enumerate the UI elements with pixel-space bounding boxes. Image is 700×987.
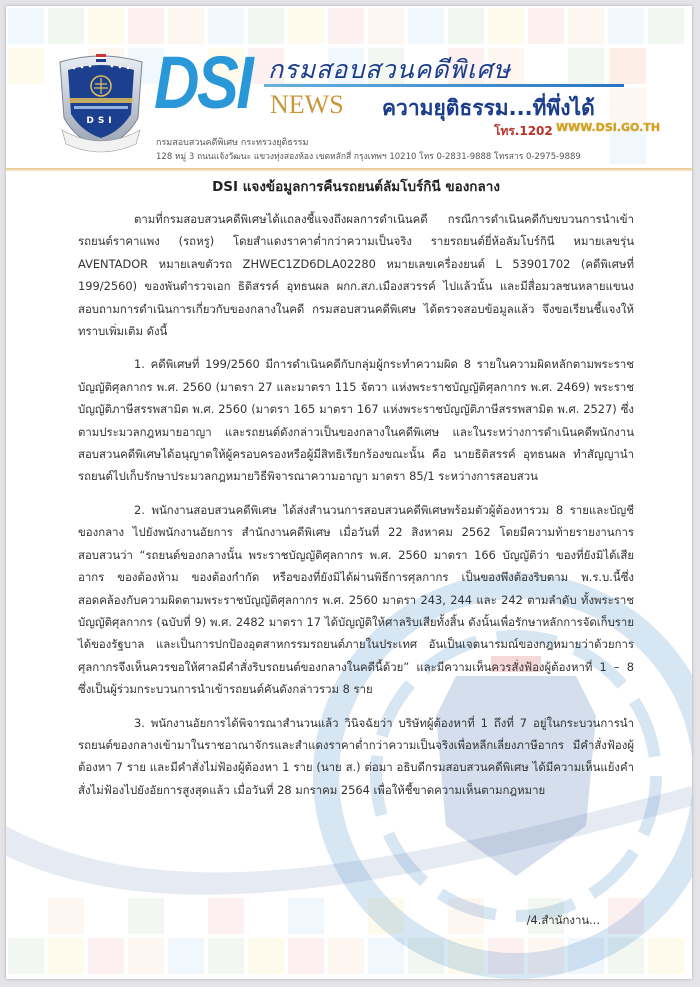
organization-title: กรมสอบสวนคดีพิเศษ	[268, 55, 511, 84]
title-underline	[264, 84, 624, 87]
contact-address: 128 หมู่ 3 ถนนแจ้งวัฒนะ แขวงทุ่งสองห้อง เขตหลักสี่ กรุงเทพฯ 10210 โทร 0-2831-9888 โทรสาร 0-2975-9889	[156, 152, 581, 162]
continued-marker: /4.สำนักงาน...	[526, 913, 600, 927]
slogan: ความยุติธรรม...ที่พึ่งได้	[382, 96, 595, 120]
website-address: WWW.DSI.GO.TH	[556, 121, 661, 134]
background-tile	[168, 938, 204, 974]
brand-wordmark: DSI	[154, 41, 252, 124]
ministry-line: กรมสอบสวนคดีพิเศษ กระทรวงยุติธรรม	[156, 138, 309, 148]
svg-text:DSI: DSI	[86, 116, 116, 126]
letterhead-divider	[6, 168, 692, 171]
press-release-page	[6, 6, 692, 979]
letterhead	[6, 6, 692, 166]
document-body	[78, 174, 634, 801]
background-tile	[128, 938, 164, 974]
point-3-paragraph: 3. พนักงานอัยการได้พิจารณาสำนวนแล้ว วินิจฉัยว่า บริษัทผู้ต้องหาที่ 1 ถึงที่ 7 อยู่ในกระบวนการนำรถยนต์ของกลางเข้ามาในราชอาณาจักรและสำแดงราคาต่ำกว่าความเป็นจริงเพื่อหลีกเลี่ยงภาษีอากร มีคำสั่งฟ้องผู้ต้องหา 7 ราย และมีคำสั่งไม่ฟ้องผู้ต้องหา 1 ราย (นาย ส.) ต่อมา อธิบดีกรมสอบสวนคดีพิเศษ ได้มีความเห็นแย้งคำสั่งไม่ฟ้องไปยังอัยการสูงสุดแล้ว เมื่อวันที่ 28 มกราคม 2564 เพื่อให้ชี้ขาดความเห็นตามกฎหมาย	[78, 715, 634, 797]
background-tile	[48, 938, 84, 974]
background-tile	[88, 938, 124, 974]
hotline-number: โทร.1202	[494, 124, 553, 138]
background-tile	[248, 938, 284, 974]
dsi-shield-logo	[56, 48, 146, 156]
point-2-paragraph: 2. พนักงานสอบสวนคดีพิเศษ ได้ส่งสำนวนการสอบสวนคดีพิเศษพร้อมตัวผู้ต้องหารวม 8 รายและบัญชีของกลาง ไปยังพนักงานอัยการ สำนักงานคดีพิเศษ เมื่อวันที่ 22 สิงหาคม 2562 โดยมีความท้ายรายงานการสอบสวนว่า “รถยนต์ของกลางนั้น พระราชบัญญัติศุลกากร พ.ศ. 2560 มาตรา 166 บัญญัติว่า ของที่ยังมิได้เสียอากร ของต้องห้าม ของต้องกำกัด หรือของที่ยังมิได้ผ่านพิธีการศุลกากร เป็นของพึงต้องริบตาม พ.ร.บ.นี้ซึ่งสอดคล้องกับความผิดตามพระราชบัญญัติศุลกากร พ.ศ. 2560 มาตรา 243, 244 และ 242 ตามลำดับ ทั้งพระราชบัญญัติศุลกากร (ฉบับที่ 9) พ.ศ. 2482 มาตรา 17 ได้บัญญัติให้ศาลริบเสียทั้งสิ้น ดังนั้นเพื่อรักษาหลักการจัดเก็บรายได้ของรัฐบาล และเป็นการปกป้องอุตสาหกรรมรถยนต์ภายในประเทศ อันเป็นเจตนารมณ์ของกฎหมายว่าด้วยการศุลกากรจึงเห็นควรขอให้ศาลมีคำสั่งริบรถยนต์ของกลางในคดีนี้ด้วย” และมีความเห็นควรสั่งฟ้องผู้ต้องหาที่ 1 – 8 ซึ่งเป็นผู้ร่วมกระบวนการนำเข้ารถยนต์คันดังกล่าวรวม 8 ราย	[78, 502, 634, 697]
document-title: DSI แจงข้อมูลการคืนรถยนต์ลัมโบร์กินี ของกลาง	[212, 179, 500, 195]
point-1-paragraph: 1. คดีพิเศษที่ 199/2560 มีการดำเนินคดีกับกลุ่มผู้กระทำความผิด 8 รายในความผิดหลักตามพระราชบัญญัติศุลกากร พ.ศ. 2560 (มาตรา 27 และมาตรา 115 จัตวา แห่งพระราชบัญญัติศุลกากร พ.ศ. 2469) พระราชบัญญัติภาษีสรรพสามิต พ.ศ. 2560 (มาตรา 165 มาตรา 167 แห่งพระราชบัญญัติภาษีสรรพสามิต พ.ศ. 2527) ซึ่งตามประมวลกฎหมายอาญา และรถยนต์ดังกล่าวเป็นของกลางในคดีพิเศษ และในระหว่างการดำเนินคดีพนักงานสอบสวนคดีพิเศษได้อนุญาตให้ผู้ครอบครองหรือผู้มีสิทธิเรียกร้องขณะนั้น คือ นายธิติสรรค์ อุทธนผล ทำสัญญานำรถยนต์ไปเก็บรักษาประมวลกฎหมายวิธีพิจารณาความอาญา มาตรา 85/1 ระหว่างการสอบสวน	[78, 357, 634, 484]
intro-paragraph: ตามที่กรมสอบสวนคดีพิเศษได้แถลงชี้แจงถึงผลการดำเนินคดี กรณีการดำเนินคดีกับขบวนการนำเข้ารถยนต์ราคาแพง (รถหรู) โดยสำแดงราคาต่ำกว่าความเป็นจริง รายรถยนต์ยี่ห้อลัมโบร์กินี หมายเลขรุ่น AVENTADOR หมายเลขตัวรถ ZHWEC1ZD6DLA02280 หมายเลขเครื่องยนต์ L 53901702 (คดีพิเศษที่ 199/2560) ของพันตำรวจเอก ธิติสรรค์ อุทธนผล ผกก.สภ.เมืองสวรรค์ ไปแล้วนั้น และมีสื่อมวลชนหลายแขนงสอบถามการดำเนินการเกี่ยวกับของกลางในคดี กรมสอบสวนคดีพิเศษ ได้ตรวจสอบข้อมูลแล้ว จึงขอเรียนชี้แจงให้ทราบเพิ่มเติม ดังนี้	[78, 212, 634, 339]
background-tile	[8, 938, 44, 974]
background-tile	[208, 938, 244, 974]
news-label: NEWS	[270, 90, 344, 119]
